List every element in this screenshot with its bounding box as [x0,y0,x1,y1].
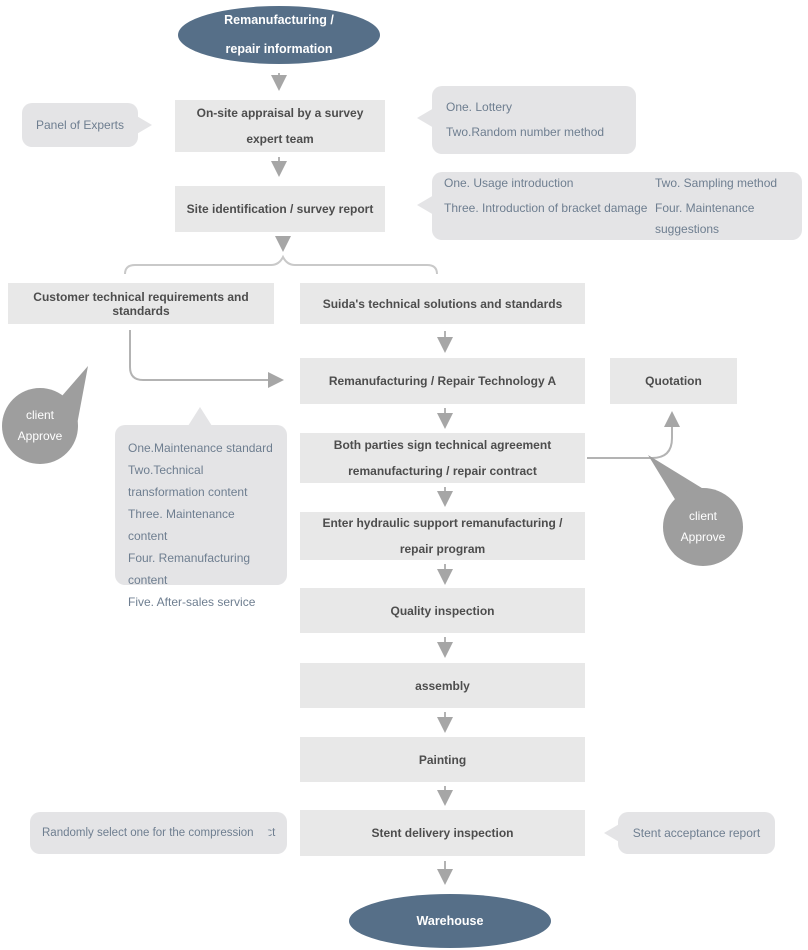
node-site-identification [175,186,385,232]
node-onsite-appraisal-line2: expert team [246,132,314,146]
badge-client-approve-left [2,388,78,464]
survey-report-item: Three. Introduction of bracket damage [444,200,648,215]
node-enter-program-line2: repair program [399,542,486,556]
callout-selection-methods [432,86,636,154]
survey-report-item: Four. Maintenance suggestions [655,200,755,236]
node-start-line2: repair information [225,42,333,56]
node-enter-program-line1: Enter hydraulic support remanufacturing / [322,516,563,530]
callout-compression-test-pointer-icon [256,823,273,843]
agreement-content-item: One.Maintenance standard [128,441,273,455]
node-customer-requirements [8,283,274,324]
node-delivery-inspection [300,810,585,856]
agreement-content-item: Five. After-sales service [128,595,256,609]
node-suida-solutions [300,283,585,324]
node-repair-technology-label: Remanufacturing / Repair Technology A [328,374,557,388]
node-quality-inspection-label: Quality inspection [390,603,495,618]
node-sign-agreement-line2: remanufacturing / repair contract [348,464,537,478]
split-brace [125,257,437,274]
node-sign-agreement [300,433,585,483]
node-delivery-inspection-label: Stent delivery inspection [371,826,514,840]
callout-agreement-contents-pointer-icon [188,407,212,426]
edge-customer-to-technology [130,330,280,380]
callout-selection-methods-line2: Two.Random number method [446,125,605,139]
callout-panel-of-experts [22,103,138,147]
node-quotation [610,358,737,404]
survey-report-item: One. Usage introduction [444,175,574,190]
agreement-content-item: Three. Maintenance content [128,507,235,543]
callout-acceptance-report [618,812,775,854]
node-quotation-label: Quotation [645,374,702,388]
callout-compression-test-label: Randomly select one for the compression test [42,827,276,839]
node-onsite-appraisal [175,100,385,152]
badge-client-approve-right-line2: Approve [680,530,726,544]
callout-panel-of-experts-label: Panel of Experts [35,118,125,132]
node-painting-label: Painting [418,752,467,767]
node-assembly-label: assembly [415,678,470,693]
node-warehouse [349,894,551,948]
callout-survey-report-contents [432,172,802,240]
node-painting [300,737,585,782]
callout-compression-test [30,812,287,854]
node-suida-solutions-label: Suida's technical solutions and standards [322,296,563,311]
node-repair-technology [300,358,585,404]
edge-agreement-to-quotation [587,415,672,458]
node-assembly [300,663,585,708]
callout-panel-of-experts-pointer-icon [135,115,152,135]
survey-report-item: Two. Sampling method [655,175,778,190]
agreement-content-item: Two.Technical transformation content [128,463,248,499]
callout-selection-methods-pointer-icon [417,108,434,128]
node-quality-inspection [300,588,585,633]
node-start [178,6,380,64]
badge-client-approve-left-line1: client [25,408,54,422]
callout-acceptance-report-label: Stent acceptance report [632,826,761,840]
node-sign-agreement-line1: Both parties sign technical agreement [333,438,552,452]
badge-client-approve-right-line1: client [688,509,717,523]
node-warehouse-label: Warehouse [416,913,484,928]
badge-client-approve-right [663,488,743,566]
callout-survey-report-pointer-icon [417,195,434,215]
badge-client-approve-left-line2: Approve [17,429,63,443]
node-site-identification-label: Site identification / survey report [186,202,374,216]
callout-selection-methods-line1: One. Lottery [446,100,513,114]
node-start-line1: Remanufacturing / [224,13,334,27]
node-onsite-appraisal-line1: On-site appraisal by a survey [196,106,364,120]
node-enter-program [300,512,585,560]
agreement-content-item: Four. Remanufacturing content [128,551,251,587]
node-customer-requirements-label: Customer technical requirements and standards [33,289,249,318]
callout-agreement-contents [115,425,287,609]
